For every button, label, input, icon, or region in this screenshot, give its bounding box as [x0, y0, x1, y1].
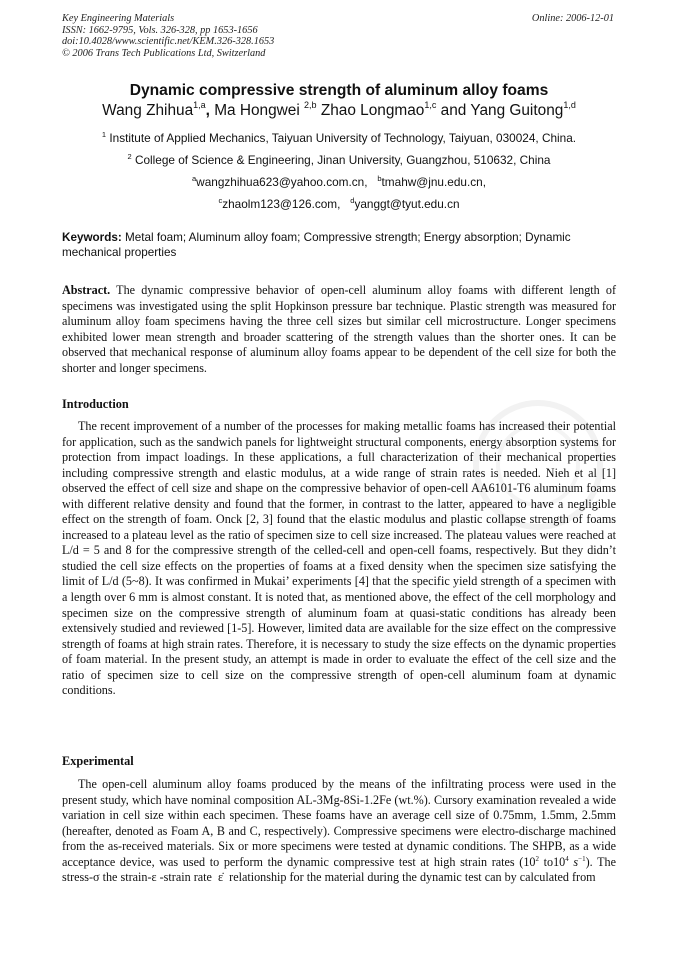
email-address: tmahw@jnu.edu.cn,: [381, 175, 486, 189]
experimental-text: The open-cell aluminum alloy foams produced by the means of the infiltrating process were used in the present study, which have nominal composition AL-3Mg-8Si-1.2Fe (wt.%). Cursory examination revealed a wide variation in cell size within each specimen. These foams have an average cell size of 0.75mm, 1.5mm, 2.5mm (hereafter, denoted as Foam A, B and C, respectively). Compressive specimens were electro-discharge machined from the as-received materials. Six or more specimens were tested at dynamic conditions. The SHPB, as a wide acceptance device, was used to perform the dynamic compressive test at high strain rates (: [62, 777, 616, 869]
author-name: Ma Hongwei: [214, 102, 305, 119]
experimental-text-5: relationship for the material during the dynamic test can by calculated from: [226, 870, 596, 885]
abstract-text: The dynamic compressive behavior of open-cell aluminum alloy foams with different length of specimens was investigated using the split Hopkinson pressure bar technique. Plastic strength was measured for aluminum alloy foam specimens having the three cell sizes but similar cell microstructure. Longer specimens exhibited lower mean strength and broader scattering of the strength values than the shorter ones. It can be observed that mechanical response of aluminum alloy foams appear to be dependent of the cell size for both the shorter and longer specimens.: [62, 283, 616, 375]
email-sup: c: [218, 196, 223, 205]
introduction-paragraph: The recent improvement of a number of the processes for making metallic foams has increased their potential for application, such as the sandwich panels for lightweight structural components, energy absorption systems for protection from impact loadings. In these applications, a full characterization of their mechanical properties including compressive strength and elastic modulus, at a wide range of strain rates is needed. Nieh et al [1] observed the effect of cell size and shape on the compressive behavior of open-cell AA6101-T6 aluminum foams with different relative density and found that the former, in contrast to the latter, appeared to have a negligible effect on the strength of foam. Onck [2, 3] found that the elastic modulus and plastic collapse strength of foams increased to a plateau level as the ratio of specimen size to cell size increased. The plateau values were reached at L/d = 5 and 8 for the compressive strength of the celled-cell and open-cell foams, respectively. But they didn’t studied the cell size effects on the properties of foams at a fixed density when the specimen size satisfying the limit of L/d (5~8). It was confirmed in Mukai’ experiments [4] that the specific yield strength of a specimen with a length over 6 mm is almost constant. It is noted that, as mentioned above, the effect of the cell morphology and specimen size on the compressive strength of aluminum foam at quasi-static conditions has already been extensively studied and reviewed [1-5]. However, limited data are available for the size effect on the compressive strength of foams at high strain rates. Therefore, it is necessary to study the size effects on the dynamic properties of foam material. In the present study, an attempt is made in order to evaluate the effect of the cell size and the ratio of specimen size to cell size on the compressive strength of open-cell aluminum foam at dynamic conditions.: [62, 419, 616, 698]
journal-name: Key Engineering Materials: [62, 13, 175, 24]
keywords-label: Keywords:: [62, 231, 122, 244]
email-address: yanggt@tyut.edu.cn: [354, 197, 460, 211]
paper-title: Dynamic compressive strength of aluminum alloy foams: [129, 82, 549, 99]
issn-line: ISSN: 1662-9795, Vols. 326-328, pp 1653-1656: [62, 24, 258, 36]
author-affil-sup: 2,b: [304, 100, 317, 110]
online-date: Online: 2006-12-01: [531, 13, 614, 24]
author-list: [0, 102, 678, 120]
author-affil-sup: 1,d: [563, 100, 576, 110]
introduction-heading: Introduction: [62, 397, 129, 411]
author-name: Wang Zhihua: [102, 102, 194, 119]
journal-meta: [62, 13, 274, 59]
experimental-paragraph: [62, 777, 616, 886]
rate-low-base: 10: [523, 854, 536, 869]
experimental-text-3: the strain-: [99, 870, 152, 885]
abstract-label: Abstract.: [62, 283, 111, 297]
rate-unit-exp: −1: [578, 854, 586, 863]
email-address: wangzhihua623@yahoo.com.cn,: [196, 175, 368, 189]
doi-line: doi:10.4028/www.scientific.net/KEM.326-328.1653: [62, 36, 275, 48]
copyright-line: © 2006 Trans Tech Publications Ltd, Switzerland: [62, 47, 266, 59]
epsilon-dot-symbol: ε̇: [217, 870, 224, 885]
email-line-1: [0, 175, 678, 189]
email-sup: b: [377, 174, 382, 183]
abstract-block: [62, 283, 616, 376]
rate-high-base: 10: [553, 854, 566, 869]
affiliation-1: [0, 131, 678, 145]
author-affil-sup: 1,c: [424, 100, 437, 110]
rate-unit: s: [573, 854, 579, 869]
keywords-block: [62, 230, 616, 261]
sigma-symbol: σ: [93, 870, 100, 885]
experimental-text-4: -strain rate: [156, 870, 212, 885]
affiliation-sup: 1: [101, 130, 107, 139]
email-line-2: [0, 197, 678, 211]
rate-high-exp: 4: [565, 854, 569, 863]
email-sup: d: [350, 196, 355, 205]
epsilon-symbol: ε: [151, 870, 157, 885]
author-name: Zhao Longmao: [316, 102, 425, 119]
strain-rate-low: [523, 855, 539, 869]
email-address: zhaolm123@126.com,: [222, 197, 341, 211]
keywords-text: Metal foam; Aluminum alloy foam; Compressive strength; Energy absorption; Dynamic mechanical properties: [62, 231, 571, 260]
email-sup: a: [192, 174, 197, 183]
author-name: and Yang Guitong: [436, 102, 564, 119]
affiliation-2: [0, 153, 678, 167]
affiliation-text: College of Science & Engineering, Jinan University, Guangzhou, 510632, China: [134, 153, 551, 167]
author-separator: ,: [205, 102, 215, 119]
affiliation-sup: 2: [127, 152, 132, 161]
experimental-text-2: ). The stress-: [62, 854, 616, 885]
author-affil-sup: 1,a: [193, 100, 206, 110]
experimental-heading: Experimental: [62, 754, 134, 768]
rate-low-exp: 2: [535, 854, 539, 863]
rate-to: to: [538, 854, 554, 869]
affiliation-text: Institute of Applied Mechanics, Taiyuan University of Technology, Taiyuan, 030024, China.: [109, 131, 577, 145]
strain-rate-high: [553, 855, 569, 869]
